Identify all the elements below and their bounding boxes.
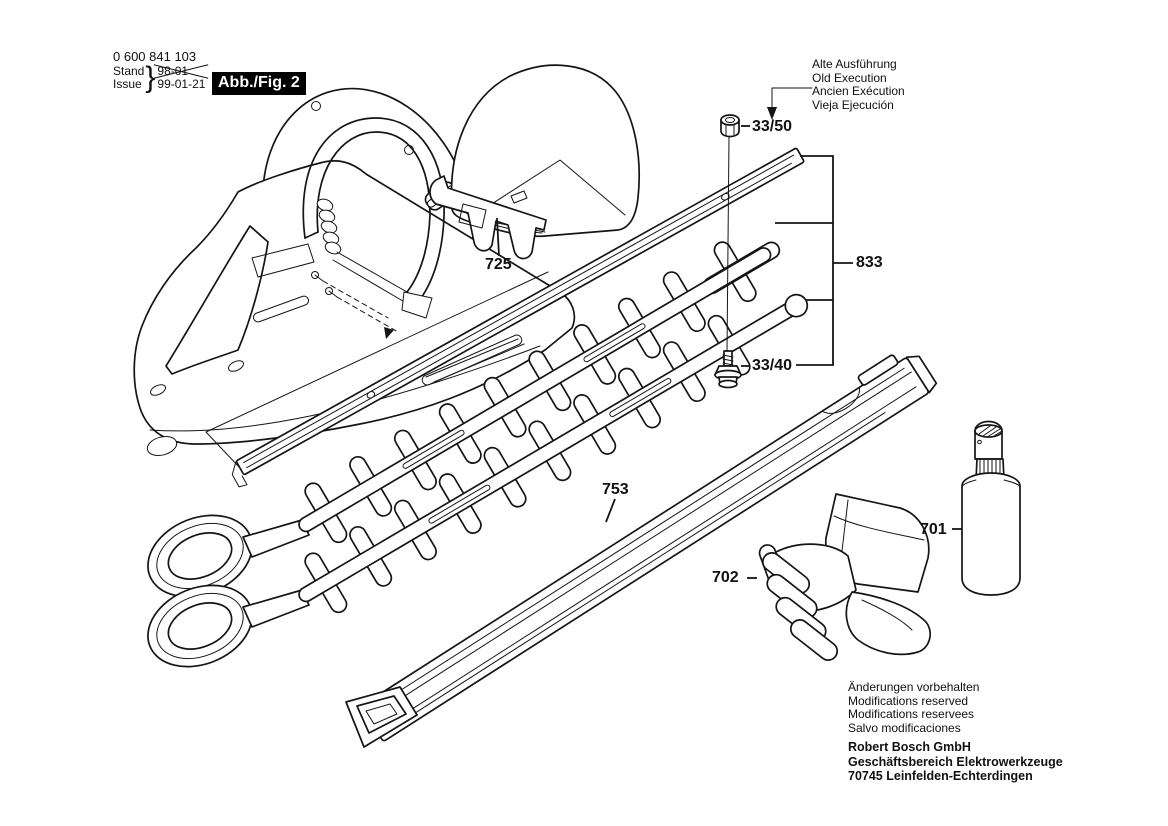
note-line-fr: Ancien Exécution (812, 84, 905, 98)
figure-number-box: Abb./Fig. 2 (212, 72, 306, 95)
company-city: 70745 Leinfelden-Echterdingen (848, 769, 1033, 783)
part-label-725: 725 (485, 256, 512, 273)
gloves-drawing (757, 494, 930, 664)
company-division: Geschäftsbereich Elektrowerkzeuge (848, 754, 1063, 769)
stand-label: Stand (113, 64, 145, 78)
note-line-en: Old Execution (812, 70, 887, 85)
issue-label: Issue (113, 77, 142, 91)
nut-drawing (721, 115, 739, 137)
part-number: 0 600 841 103 (113, 49, 197, 64)
old-execution-note (812, 58, 905, 112)
note-line-es: Vieja Ejecución (812, 97, 894, 112)
notice-line-en: Modifications reserved (848, 693, 969, 708)
notice-line-es: Salvo modificaciones (848, 720, 961, 735)
brace-glyph: } (145, 61, 156, 94)
oil-bottle-drawing (962, 422, 1020, 596)
issue-block (113, 61, 206, 94)
footer-block (848, 681, 1063, 784)
part-label-33-50: 33/50 (752, 118, 793, 135)
notice-line-fr: Modifications reservees (848, 707, 975, 721)
part-label-833: 833 (856, 254, 883, 271)
bracket-833 (796, 156, 833, 365)
part-label-702: 702 (712, 569, 739, 586)
issue-date: 99-01-21 (157, 77, 206, 91)
company-name: Robert Bosch GmbH (848, 740, 971, 754)
leader-753 (606, 499, 615, 522)
part-label-753: 753 (602, 481, 629, 498)
superseded-issue-date: 98-01 (157, 65, 205, 78)
notice-line-de: Änderungen vorbehalten (848, 680, 980, 694)
part-label-33-40: 33/40 (752, 357, 793, 374)
old-execution-arrow (767, 88, 812, 120)
part-label-701: 701 (920, 521, 947, 538)
note-line-de: Alte Ausführung (812, 57, 897, 71)
